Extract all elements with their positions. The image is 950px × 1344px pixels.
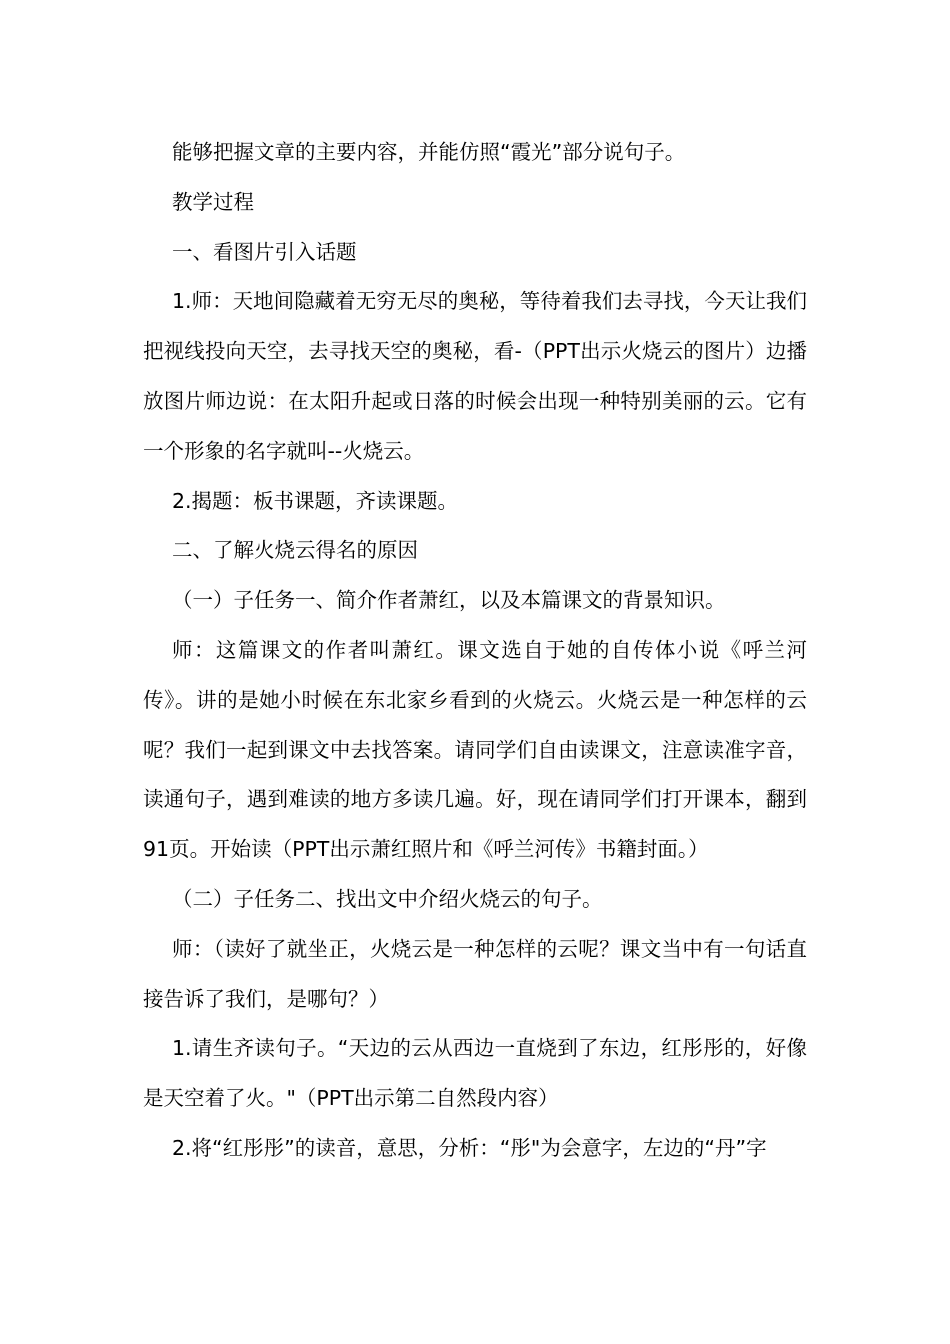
paragraph-analysis: 2.将“红彤彤”的读音，意思，分析：“彤"为会意字，左边的“丹”字 bbox=[172, 1135, 767, 1160]
heading-subtask-two: （二）子任务二、找出文中介绍火烧云的句子。 bbox=[172, 886, 603, 911]
heading-section-two: 二、了解火烧云得名的原因 bbox=[172, 538, 418, 563]
paragraph-teacher-question: 师：（读好了就坐正，火烧云是一种怎样的云呢？课文当中有一句话直接告诉了我们，是哪句？） bbox=[143, 936, 807, 1011]
document-body bbox=[143, 128, 807, 1174]
heading-subtask-one: （一）子任务一、简介作者萧红，以及本篇课文的背景知识。 bbox=[172, 588, 726, 613]
heading-teaching-process: 教学过程 bbox=[172, 189, 254, 214]
paragraph-author-intro: 师：这篇课文的作者叫萧红。课文选自于她的自传体小说《呼兰河传》。讲的是她小时候在东北家乡看到的火烧云。火烧云是一种怎样的云呢？我们一起到课文中去找答案。请同学们自由读课文，注意读准字音，读通句子，遇到难读的地方多读几遍。好，现在请同学们打开课本，翻到91页。开始读（PPT出示萧红照片和《呼兰河传》书籍封面。） bbox=[143, 637, 807, 862]
heading-section-one: 一、看图片引入话题 bbox=[172, 239, 357, 264]
paragraph-step-2: 2.揭题：板书课题，齐读课题。 bbox=[172, 488, 459, 513]
paragraph-goal: 能够把握文章的主要内容，并能仿照“霞光”部分说句子。 bbox=[172, 140, 686, 164]
paragraph-step-1: 1.师：天地间隐藏着无穷无尽的奥秘，等待着我们去寻找，今天让我们把视线投向天空，去寻找天空的奥秘，看-（PPT出示火烧云的图片）边播放图片师边说：在太阳升起或日落的时候会出现一种特别美丽的云。它有一个形象的名字就叫--火烧云。 bbox=[143, 289, 807, 463]
paragraph-read-sentence: 1.请生齐读句子。“天边的云从西边一直烧到了东边，红彤彤的，好像是天空着了火。"（PPT出示第二自然段内容） bbox=[143, 1036, 807, 1111]
